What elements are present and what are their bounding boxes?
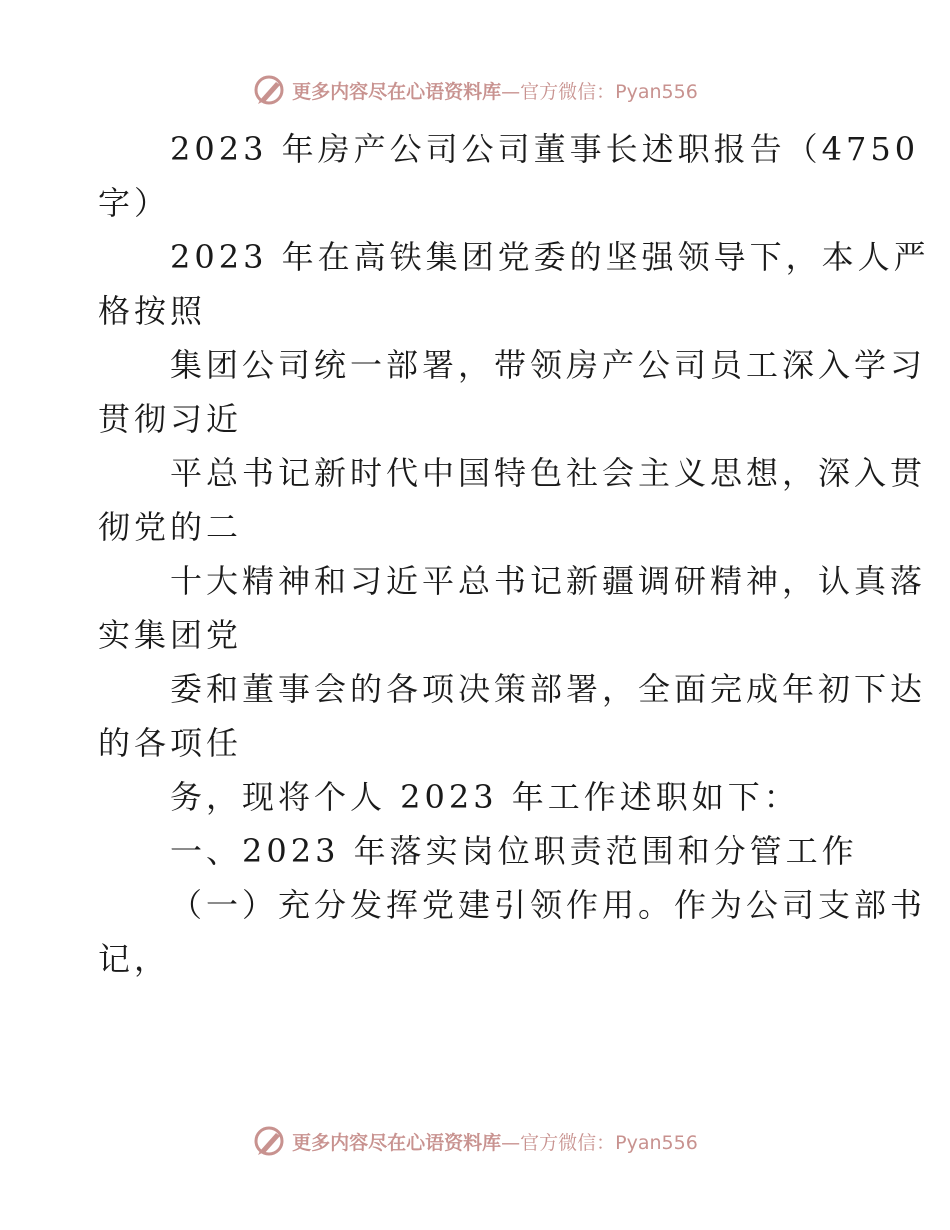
document-text	[98, 122, 930, 986]
text-line: 务，现将个人 2023 年工作述职如下：	[170, 778, 800, 816]
watermark-wechat: —官方微信：Pyan556	[501, 1131, 698, 1154]
text-line: 集团公司统一部署，带领房产公司员工深入学习	[170, 346, 927, 384]
text-line: 贯彻习近	[98, 400, 243, 438]
footer-watermark	[0, 1121, 950, 1161]
text-line: 十大精神和习近平总书记新疆调研精神，认真落	[170, 562, 927, 600]
document-body	[98, 122, 930, 986]
text-line: 实集团党	[98, 616, 243, 654]
watermark-site-name: 更多内容尽在心语资料库	[292, 1131, 502, 1154]
text-line: 2023 年在高铁集团党委的坚强领导下，本人严	[170, 238, 930, 276]
text-line: 彻党的二	[98, 508, 243, 546]
watermark-site-name: 更多内容尽在心语资料库	[292, 80, 502, 103]
section-heading: 一、2023 年落实岗位职责范围和分管工作	[170, 832, 858, 870]
pen-logo-icon	[252, 73, 286, 107]
text-line: 记，	[98, 940, 171, 978]
pen-logo-icon	[252, 1124, 286, 1158]
text-line: 2023 年房产公司公司董事长述职报告（4750	[170, 130, 920, 168]
header-watermark	[0, 70, 950, 110]
text-line: 格按照	[98, 292, 207, 330]
text-line: 委和董事会的各项决策部署，全面完成年初下达	[170, 670, 927, 708]
text-line: 字）	[98, 184, 171, 222]
text-line: 平总书记新时代中国特色社会主义思想，深入贯	[170, 454, 927, 492]
subsection-heading: （一）充分发挥党建引领作用。作为公司支部书	[170, 886, 927, 924]
text-line: 的各项任	[98, 724, 243, 762]
watermark-wechat: —官方微信：Pyan556	[501, 80, 698, 103]
